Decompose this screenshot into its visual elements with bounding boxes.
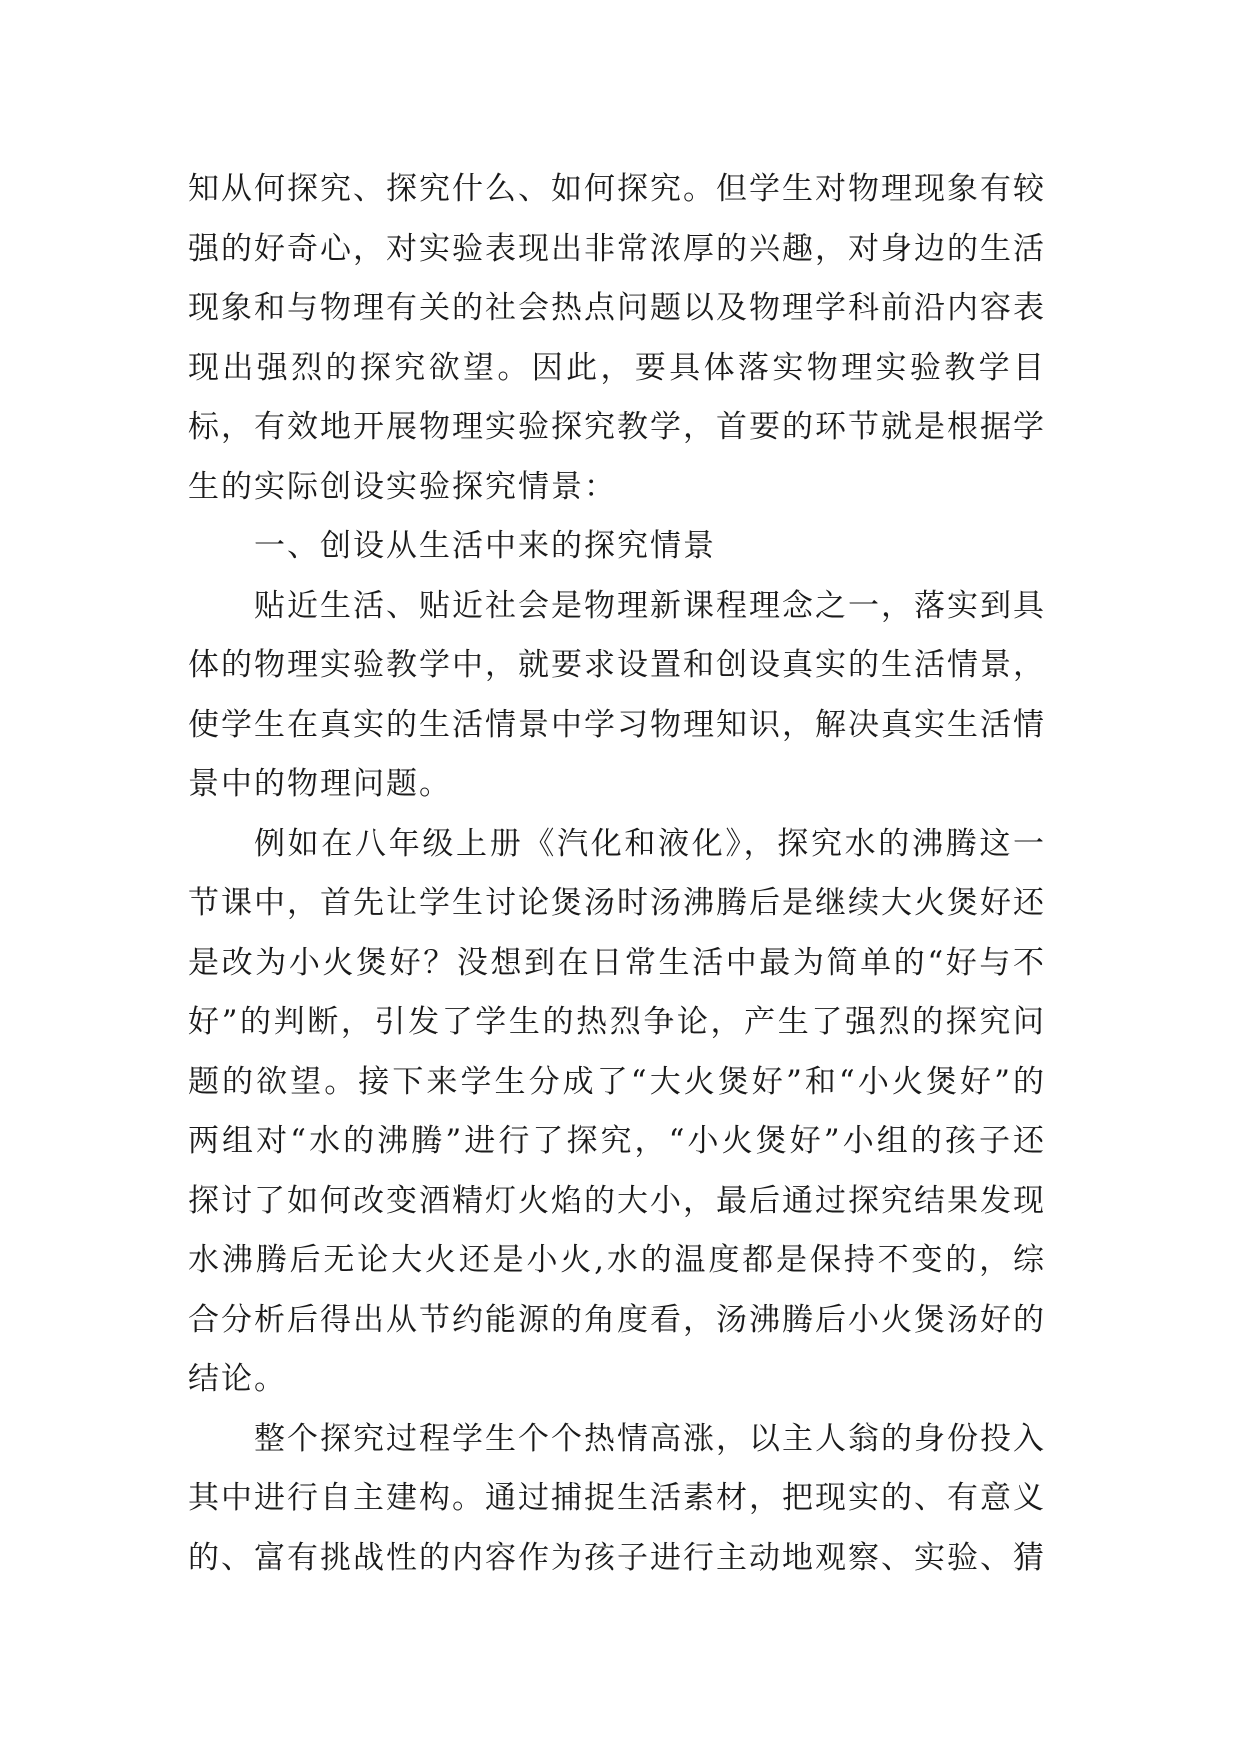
paragraph-continued: 知从何探究、探究什么、如何探究。但学生对物理现象有较强的好奇心，对实验表现出非常浓厚的兴趣，对身边的生活现象和与物理有关的社会热点问题以及物理学科前沿内容表现出强烈的探究欲望。因此，要具体落实物理实验教学目标，有效地开展物理实验探究教学，首要的环节就是根据学生的实际创设实验探究情景：	[188, 171, 1046, 505]
document-body	[188, 160, 1046, 1588]
section-heading: 一、创设从生活中来的探究情景	[254, 528, 716, 564]
paragraph-inquiry-process: 整个探究过程学生个个热情高涨，以主人翁的身份投入其中进行自主建构。通过捕捉生活素材，把现实的、有意义的、富有挑战性的内容作为孩子进行主动地观察、实验、猜	[188, 1420, 1046, 1576]
paragraph-boiling-example: 例如在八年级上册《汽化和液化》，探究水的沸腾这一节课中，首先让学生讨论煲汤时汤沸腾后是继续大火煲好还是改为小火煲好？没想到在日常生活中最为简单的“好与不好”的判断，引发了学生的热烈争论，产生了强烈的探究问题的欲望。接下来学生分成了“大火煲好”和“小火煲好”的两组对“水的沸腾”进行了探究，“小火煲好”小组的孩子还探讨了如何改变酒精灯火焰的大小，最后通过探究结果发现水沸腾后无论大火还是小火,水的温度都是保持不变的，综合分析后得出从节约能源的角度看，汤沸腾后小火煲汤好的结论。	[188, 825, 1046, 1397]
paragraph-life-context: 贴近生活、贴近社会是物理新课程理念之一，落实到具体的物理实验教学中，就要求设置和创设真实的生活情景，使学生在真实的生活情景中学习物理知识，解决真实生活情景中的物理问题。	[188, 587, 1046, 802]
